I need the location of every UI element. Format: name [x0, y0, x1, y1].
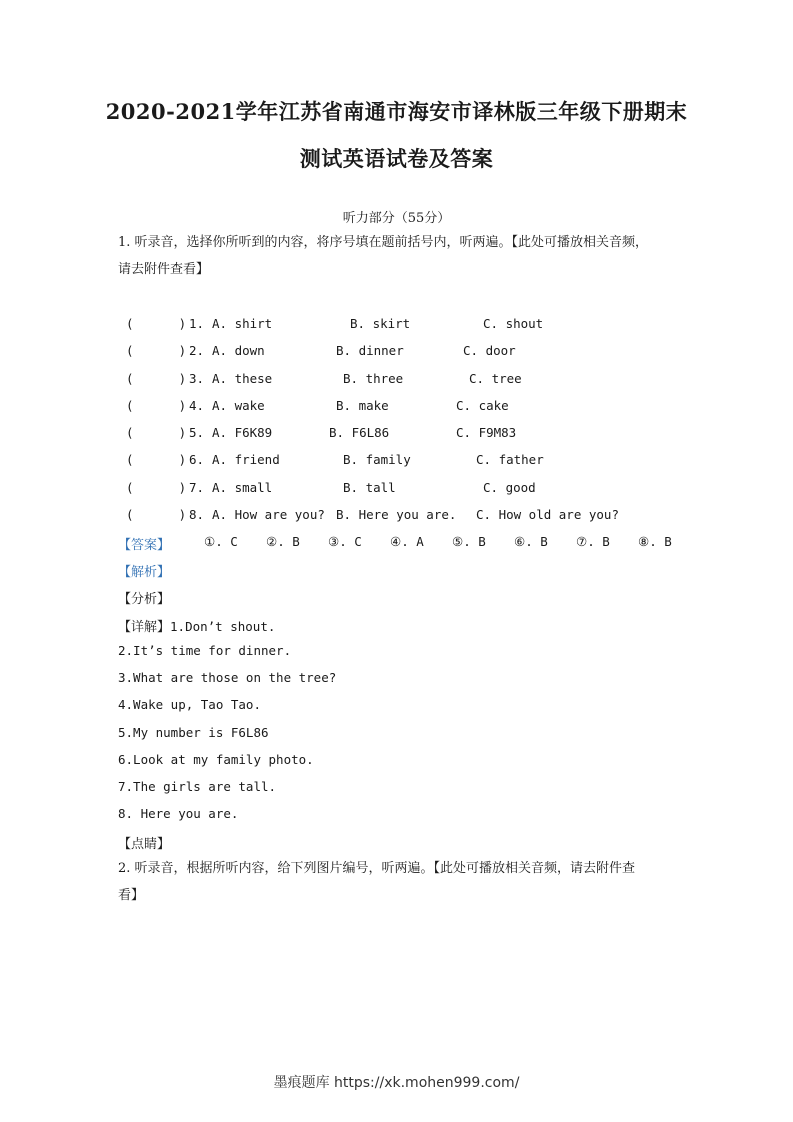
section-heading: 听力部分（55分）	[342, 211, 451, 226]
answer-item: ⑦. B	[576, 534, 610, 549]
question-2-instruction	[118, 855, 678, 909]
detail-line: 6.Look at my family photo.	[118, 752, 314, 767]
fenxi-label: 【分析】	[118, 592, 171, 607]
detail-line: 3.What are those on the tree?	[118, 670, 337, 685]
item-number: 7.	[189, 480, 205, 495]
option-c: C. F9M83	[456, 425, 517, 440]
item-number: 8.	[189, 507, 205, 522]
question-2-instruction-line-2: 看】	[118, 888, 145, 903]
question-1-instruction-line-1: 1. 听录音，选择你所听到的内容，将序号填在题前括号内，听两遍。【此处可播放相关音频，	[118, 235, 649, 250]
dianjing-label: 【点睛】	[118, 837, 171, 852]
answer-item: ②. B	[266, 534, 300, 549]
item-number: 2.	[189, 343, 205, 358]
option-b: B. skirt	[350, 316, 411, 331]
answer-item: ④. A	[390, 534, 424, 549]
option-b: B. Here you are.	[336, 507, 457, 522]
option-b: B. F6L86	[329, 425, 390, 440]
question-1-instruction-line-2: 请去附件查看】	[118, 262, 210, 277]
option-c: C. tree	[469, 371, 522, 386]
answer-item: ③. C	[328, 534, 362, 549]
option-a: A. How are you?	[212, 507, 325, 522]
detail-line: 4.Wake up, Tao Tao.	[118, 697, 261, 712]
option-a: A. these	[212, 371, 273, 386]
detail-text: 1.Don’t shout.	[170, 619, 276, 634]
option-b: B. three	[343, 371, 404, 386]
answer-bracket: ( )	[126, 343, 187, 358]
option-a: A. F6K89	[212, 425, 273, 440]
question-item	[118, 452, 544, 479]
item-number: 4.	[189, 398, 205, 413]
question-item	[118, 316, 544, 343]
question-1-instruction	[118, 229, 678, 283]
page-title-line-1: 2020-2021学年江苏省南通市海安市译林版三年级下册期末	[105, 99, 688, 124]
answer-label: 【答案】	[118, 538, 171, 553]
option-c: C. father	[476, 452, 544, 467]
option-b: B. tall	[343, 480, 396, 495]
option-b: B. family	[343, 452, 411, 467]
item-number: 1.	[189, 316, 205, 331]
option-c: C. door	[463, 343, 516, 358]
detail-line: 8. Here you are.	[118, 806, 239, 821]
detail-line	[118, 616, 275, 635]
option-c: C. good	[483, 480, 536, 495]
answer-bracket: ( )	[126, 480, 187, 495]
answer-item: ⑤. B	[452, 534, 486, 549]
item-number: 3.	[189, 371, 205, 386]
answer-row	[118, 534, 688, 561]
answer-bracket: ( )	[126, 371, 187, 386]
footer-watermark: 墨痕题库 https://xk.mohen999.com/	[273, 1075, 520, 1091]
option-c: C. How old are you?	[476, 507, 619, 522]
answer-bracket: ( )	[126, 452, 187, 467]
option-a: A. wake	[212, 398, 265, 413]
answer-bracket: ( )	[126, 425, 187, 440]
detail-line: 5.My number is F6L86	[118, 725, 269, 740]
question-item	[118, 343, 516, 370]
detail-label: 【详解】	[118, 620, 171, 635]
answer-bracket: ( )	[126, 507, 187, 522]
question-item	[118, 398, 509, 425]
item-number: 5.	[189, 425, 205, 440]
option-a: A. friend	[212, 452, 280, 467]
question-item	[118, 480, 536, 507]
option-c: C. cake	[456, 398, 509, 413]
option-a: A. small	[212, 480, 273, 495]
option-c: C. shout	[483, 316, 544, 331]
detail-line: 2.It’s time for dinner.	[118, 643, 292, 658]
answer-bracket: ( )	[126, 398, 187, 413]
option-b: B. make	[336, 398, 389, 413]
answer-item: ①. C	[204, 534, 238, 549]
answer-item: ⑥. B	[514, 534, 548, 549]
answer-item: ⑧. B	[638, 534, 672, 549]
option-a: A. shirt	[212, 316, 273, 331]
item-number: 6.	[189, 452, 205, 467]
answer-bracket: ( )	[126, 316, 187, 331]
analysis-label: 【解析】	[118, 565, 171, 580]
page-title-line-2: 测试英语试卷及答案	[299, 146, 494, 171]
question-item	[118, 371, 522, 398]
option-b: B. dinner	[336, 343, 404, 358]
question-item	[118, 507, 619, 534]
option-a: A. down	[212, 343, 265, 358]
detail-line: 7.The girls are tall.	[118, 779, 277, 794]
question-2-instruction-line-1: 2. 听录音，根据所听内容，给下列图片编号，听两遍。【此处可播放相关音频，请去附件查	[118, 861, 636, 876]
question-item	[118, 425, 517, 452]
